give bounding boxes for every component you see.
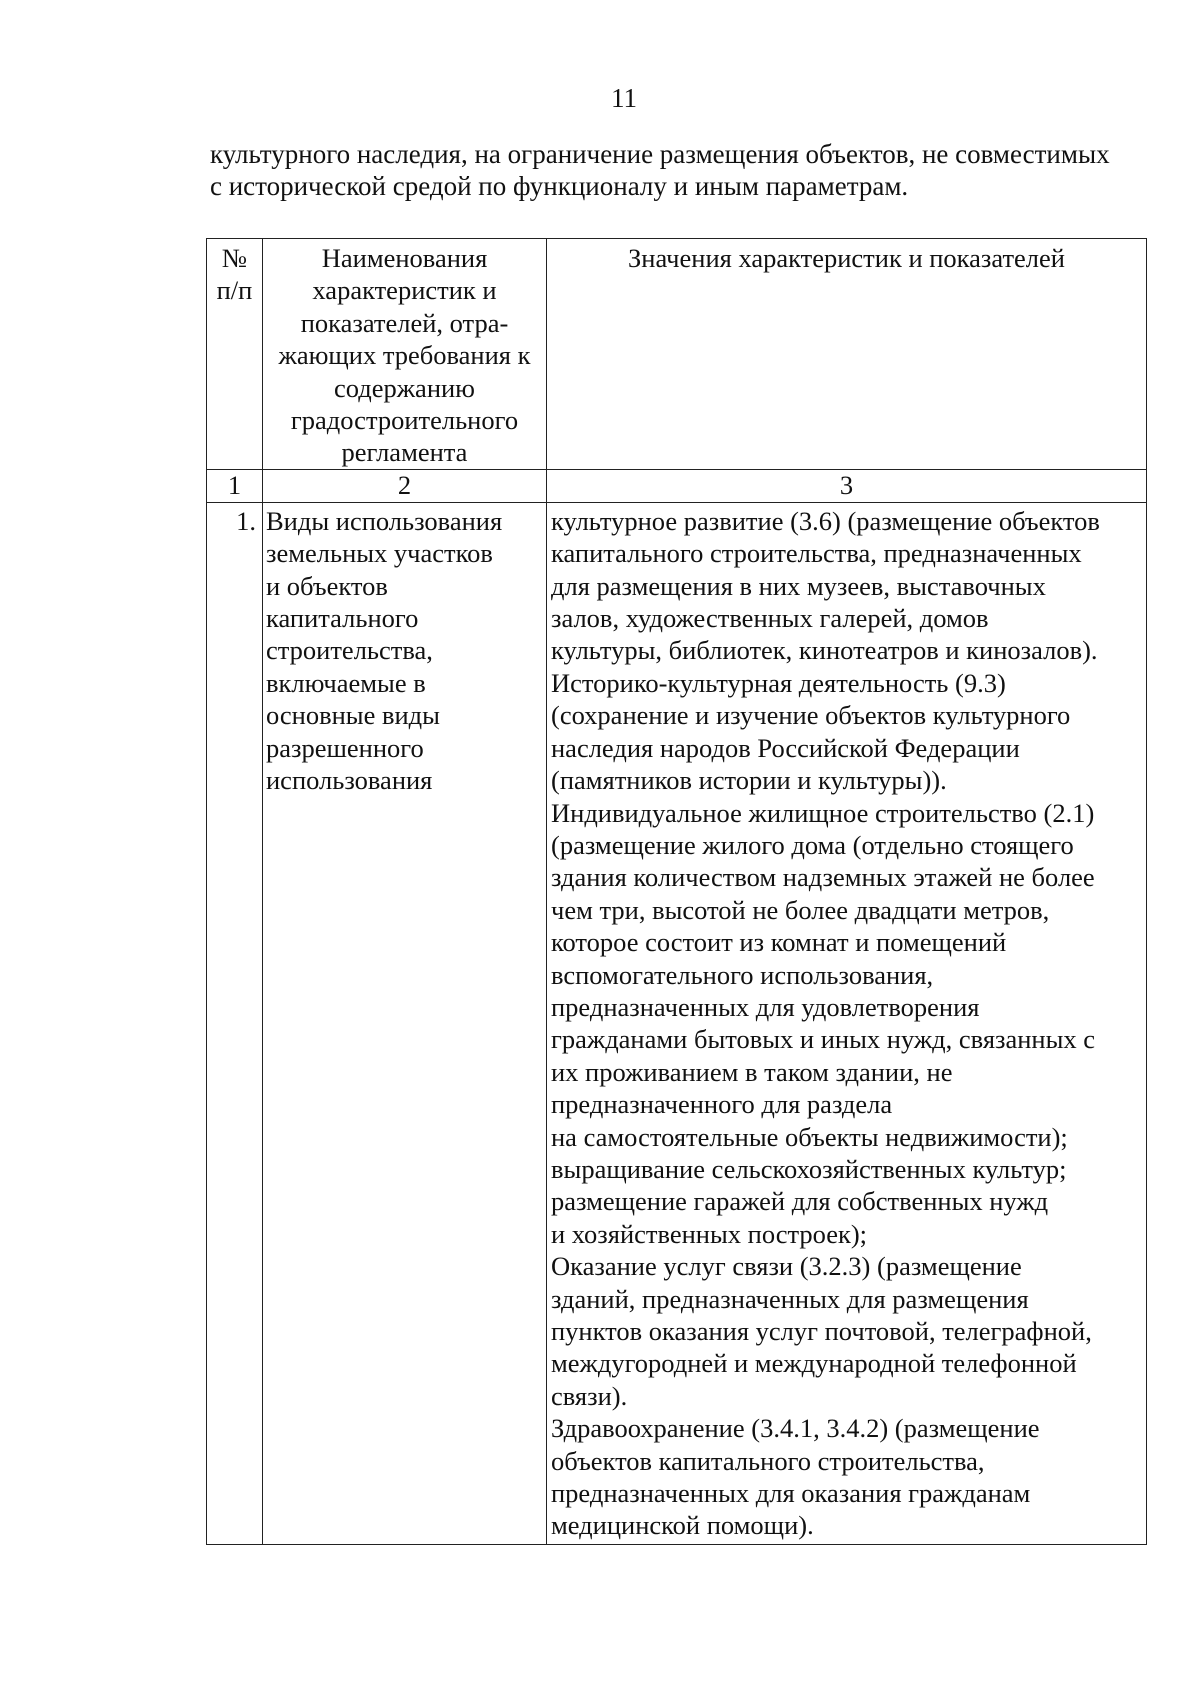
cell-text-line: наследия народов Российской Федерации [551,732,1020,763]
cell-text-line: капитального [266,603,419,634]
cell-text-line: разрешенного [266,732,424,763]
cell-text-line: на самостоятельные объекты недвижимости); [551,1121,1068,1152]
header-line: показателей, отра- [300,307,509,338]
header-line: градостроительного [290,405,519,436]
header-line: № [221,243,248,273]
cell-text-line: культурное развитие (3.6) (размещение объектов [551,505,1100,536]
table-header-row [207,239,1147,470]
cell-text-line: для размещения в них музеев, выставочных [551,570,1046,601]
cell-text-line: предназначенного для раздела [551,1089,893,1120]
header-number-cell [207,239,263,470]
cell-text-line: их проживанием в таком здании, не [551,1056,953,1087]
cell-text-line: капитального строительства, предназначенных [551,538,1082,569]
column-number-row [207,469,1147,502]
cell-text-line: залов, художественных галерей, домов [551,603,989,634]
column-number-cell: 1 [207,469,263,502]
cell-text-line: Оказание услуг связи (3.2.3) (размещение [551,1251,1022,1282]
cell-text-line: (размещение жилого дома (отдельно стоящего [551,829,1074,860]
cell-text-line: и хозяйственных построек); [551,1218,868,1249]
cell-text-line: включаемые в [266,667,426,698]
row-number-cell: 1. [207,502,263,1544]
intro-line: культурного наследия, на ограничение размещения объектов, не совместимых [210,139,1110,169]
header-line: Наименования [321,243,488,273]
cell-text-line: строительства, [266,635,433,666]
cell-text-line: пунктов оказания услуг почтовой, телеграфной, [551,1316,1092,1346]
cell-text-line: которое состоит из комнат и помещений [551,927,1007,958]
cell-text-line: и объектов [266,570,388,601]
cell-text-line: медицинской помощи). [551,1510,814,1541]
header-line: характеристик и [312,275,497,306]
header-name-cell [263,239,547,470]
cell-text-line: культуры, библиотек, кинотеатров и кинозалов). [551,635,1098,666]
cell-text-line: (памятников истории и культуры)). [551,765,947,796]
header-line: жающих требования к [278,340,531,371]
cell-text-line: междугородней и международной телефонной [551,1348,1077,1379]
regulation-table [206,238,1147,1545]
column-number-cell: 3 [547,469,1147,502]
cell-text-line: объектов капитального строительства, [551,1445,985,1476]
column-number-cell: 2 [263,469,547,502]
cell-text-line: зданий, предназначенных для размещения [551,1283,1029,1314]
cell-text-line: здания количеством надземных этажей не более [551,862,1095,893]
header-line: содержанию [334,372,475,403]
cell-text-line: предназначенных для оказания гражданам [551,1478,1031,1509]
cell-text-line: предназначенных для удовлетворения [551,991,980,1022]
cell-text-line: чем три, высотой не более двадцати метров, [551,894,1050,925]
cell-text-line: Индивидуальное жилищное строительство (2.1) [551,797,1095,828]
cell-text-line: (сохранение и изучение объектов культурного [551,700,1071,731]
cell-text-line: размещение гаражей для собственных нужд [551,1186,1049,1217]
table-row [207,502,1147,1544]
cell-text-line: выращивание сельскохозяйственных культур; [551,1153,1067,1184]
header-values-cell [547,239,1147,470]
cell-text-line: связи). [551,1380,628,1411]
row-values-cell [547,502,1147,1544]
cell-text-line: гражданами бытовых и иных нужд, связанных с [551,1024,1096,1055]
header-line: Значения характеристик и показателей [628,243,1065,273]
header-line: регламента [341,437,468,468]
cell-text-line: Историко-культурная деятельность (9.3) [551,667,1006,698]
cell-text-line: основные виды [266,700,440,731]
header-line: п/п [216,275,253,306]
cell-text-line: использования [266,765,433,796]
cell-text-line: земельных участков [266,538,493,569]
intro-paragraph [210,138,1170,202]
intro-line: с исторической средой по функционалу и иным параметрам. [210,171,909,201]
cell-text-line: вспомогательного использования, [551,959,934,990]
row-name-cell [263,502,547,1544]
page-number: 11 [611,83,637,113]
cell-text-line: Виды использования [266,505,503,536]
cell-text-line: Здравоохранение (3.4.1, 3.4.2) (размещение [551,1413,1040,1444]
